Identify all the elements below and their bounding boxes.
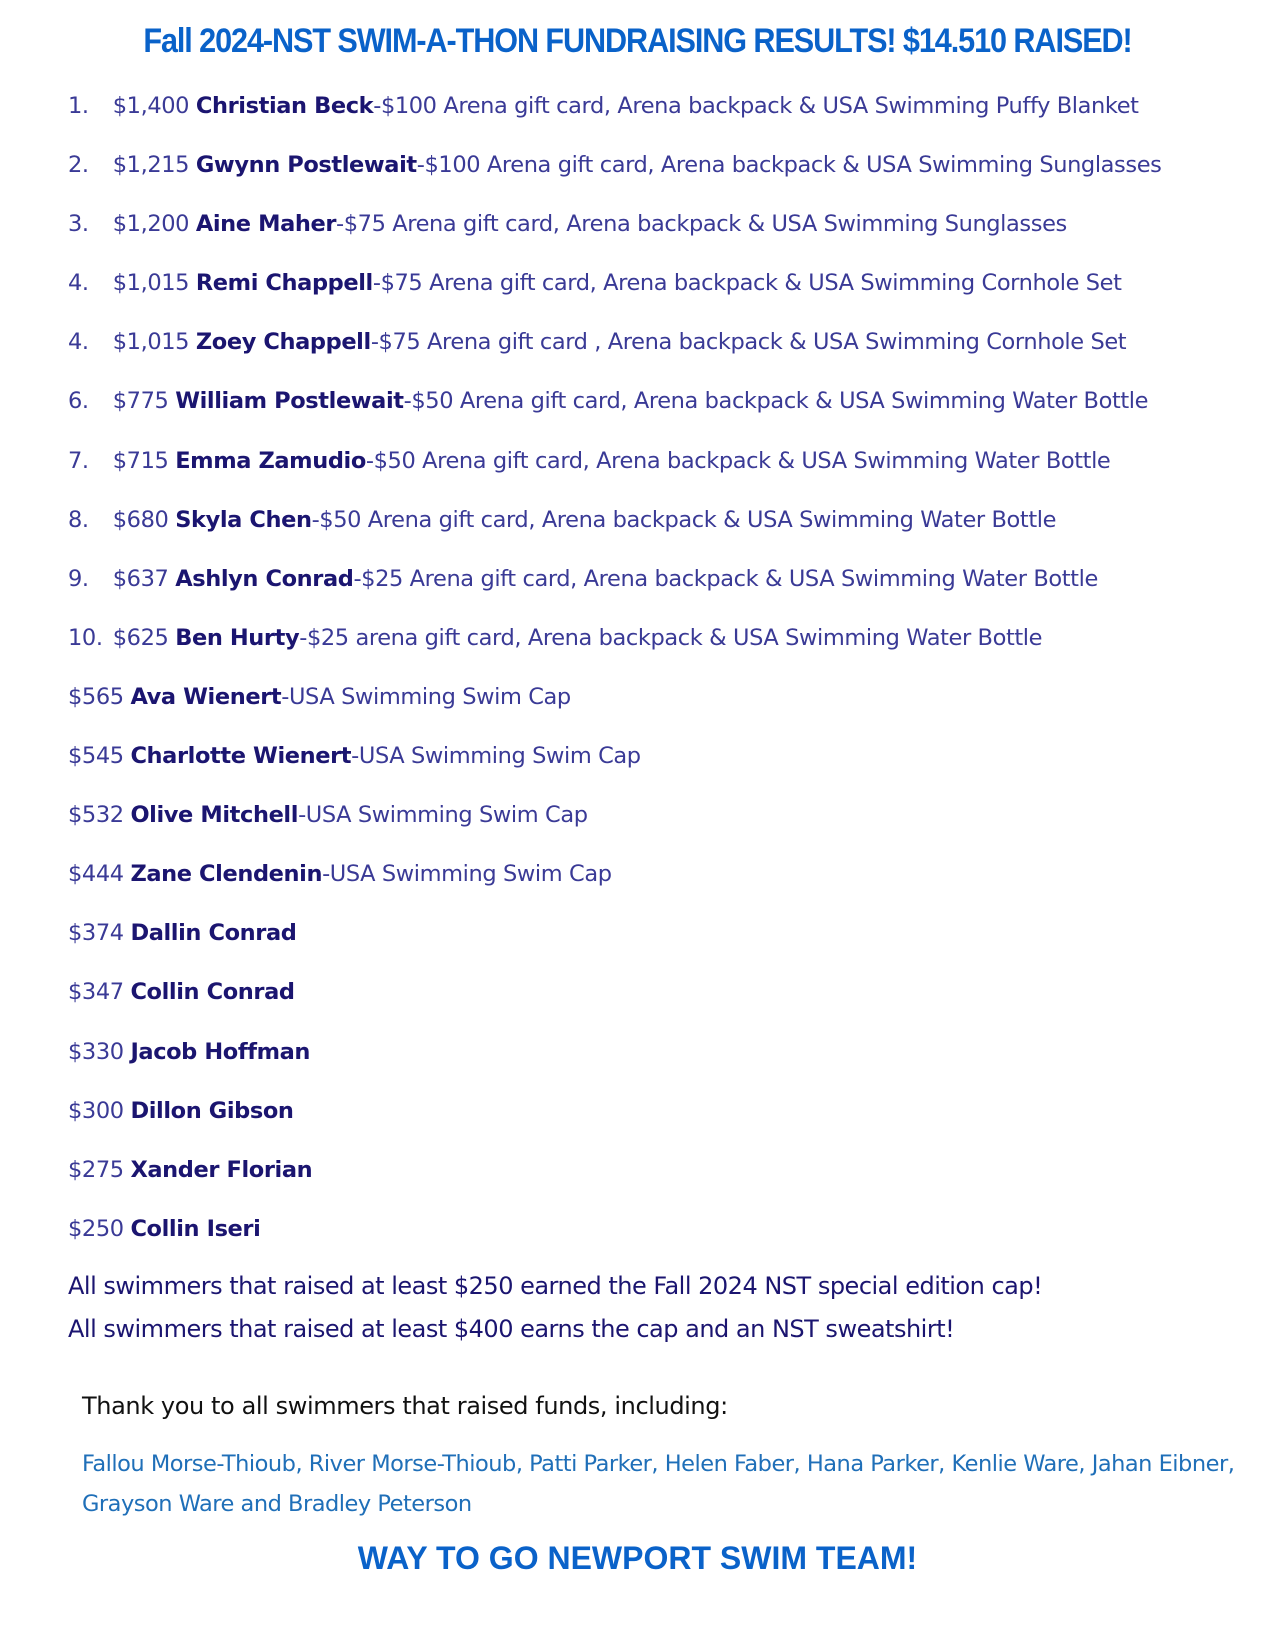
result-row	[68, 1150, 1258, 1209]
rank: 2.	[68, 152, 89, 179]
team-cheer: WAY TO GO NEWPORT SWIM TEAM!	[357, 1540, 918, 1576]
result-row	[68, 1209, 1258, 1268]
amount: $330	[68, 1038, 124, 1065]
amount: $545	[68, 743, 124, 770]
thanks-heading: Thank you to all swimmers that raised funds, including:	[82, 1392, 728, 1420]
prize: -USA Swimming Swim Cap	[351, 743, 641, 770]
swimmer-name: Zane Clendenin	[130, 861, 323, 888]
result-row	[68, 1091, 1258, 1150]
result-row-5	[68, 322, 1258, 381]
result-row-6	[68, 381, 1258, 440]
swimmer-name: Aine Maher	[195, 211, 337, 238]
swimmer-name: Dillon Gibson	[130, 1097, 294, 1124]
amount: $250	[68, 1215, 124, 1242]
prize: -$75 Arena gift card , Arena backpack & USA Swimming Cornhole Set	[370, 329, 1127, 356]
amount: $625	[112, 624, 169, 651]
result-row	[68, 913, 1258, 972]
prize: -$50 Arena gift card, Arena backpack & USA Swimming Water Bottle	[403, 388, 1149, 415]
amount: $680	[112, 506, 169, 533]
amount: $1,015	[112, 329, 190, 356]
result-row-4	[68, 263, 1258, 322]
amount: $444	[68, 861, 124, 888]
result-row-2	[68, 145, 1258, 204]
amount: $1,200	[112, 211, 190, 238]
prize: -USA Swimming Swim Cap	[281, 683, 571, 710]
swimmer-name: Collin Conrad	[130, 979, 295, 1006]
result-row	[68, 1032, 1258, 1091]
result-row	[68, 972, 1258, 1031]
swimmer-name: Charlotte Wienert	[130, 743, 352, 770]
cap-award-note: All swimmers that raised at least $250 earned the Fall 2024 NST special edition cap!	[68, 1272, 1043, 1300]
swimmer-name: Dallin Conrad	[130, 920, 297, 947]
rank: 9.	[68, 565, 89, 592]
result-row-9	[68, 559, 1258, 618]
amount: $565	[68, 683, 124, 710]
amount: $1,015	[112, 270, 190, 297]
rank: 10.	[68, 624, 103, 651]
swimmer-name: Ava Wienert	[130, 683, 282, 710]
prize: -$50 Arena gift card, Arena backpack & USA Swimming Water Bottle	[365, 447, 1111, 474]
swimmer-name: Ben Hurty	[175, 624, 300, 651]
swimmer-name: Remi Chappell	[195, 270, 373, 297]
prize: -$100 Arena gift card, Arena backpack & USA Swimming Sunglasses	[416, 152, 1162, 179]
rank: 3.	[68, 211, 89, 238]
swimmer-name: Jacob Hoffman	[130, 1038, 311, 1065]
page-title: Fall 2024-NST SWIM-A-THON FUNDRAISING RESULTS! $14.510 RAISED!	[143, 22, 1132, 60]
swimmer-name: Zoey Chappell	[195, 329, 371, 356]
sweatshirt-award-note: All swimmers that raised at least $400 earns the cap and an NST sweatshirt!	[68, 1315, 955, 1343]
prize: -USA Swimming Swim Cap	[322, 861, 612, 888]
result-row	[68, 854, 1258, 913]
amount: $300	[68, 1097, 124, 1124]
thanks-names: Fallou Morse-Thioub, River Morse-Thioub, Patti Parker, Helen Faber, Hana Parker, Kenlie Ware, Jahan Eibner, Grayson Ware and Bradley Peterson	[82, 1451, 1235, 1517]
amount: $775	[112, 388, 169, 415]
swimmer-name: Collin Iseri	[130, 1215, 261, 1242]
result-row	[68, 795, 1258, 854]
amount: $715	[112, 447, 169, 474]
result-row-10	[68, 618, 1258, 677]
amount: $532	[68, 802, 124, 829]
amount: $637	[112, 565, 169, 592]
rank: 7.	[68, 447, 89, 474]
swimmer-name: Emma Zamudio	[175, 447, 366, 474]
prize: -$25 arena gift card, Arena backpack & USA Swimming Water Bottle	[299, 624, 1043, 651]
prize: -$75 Arena gift card, Arena backpack & USA Swimming Cornhole Set	[372, 270, 1122, 297]
result-row	[68, 677, 1258, 736]
rank: 6.	[68, 388, 89, 415]
prize: -$100 Arena gift card, Arena backpack & USA Swimming Puffy Blanket	[373, 93, 1139, 119]
prize: -$75 Arena gift card, Arena backpack & USA Swimming Sunglasses	[336, 211, 1067, 238]
prize: -$50 Arena gift card, Arena backpack & USA Swimming Water Bottle	[311, 506, 1057, 533]
amount: $1,215	[112, 152, 190, 179]
award-notes	[68, 1265, 1258, 1351]
swimmer-name: Skyla Chen	[175, 506, 312, 533]
amount: $1,400	[112, 93, 190, 119]
result-row-8	[68, 500, 1258, 559]
rank: 4.	[68, 329, 89, 356]
result-row-3	[68, 204, 1258, 263]
rank: 8.	[68, 506, 89, 533]
swimmer-name: Xander Florian	[130, 1156, 313, 1183]
amount: $275	[68, 1156, 124, 1183]
prize: -$25 Arena gift card, Arena backpack & USA Swimming Water Bottle	[353, 565, 1098, 592]
swimmer-name: Olive Mitchell	[130, 802, 299, 829]
rank: 1.	[68, 93, 89, 119]
results-list	[68, 86, 1258, 1268]
result-row-7	[68, 441, 1258, 500]
rank: 4.	[68, 270, 89, 297]
amount: $374	[68, 920, 124, 947]
swimmer-name: Gwynn Postlewait	[195, 152, 417, 179]
swimmer-name: William Postlewait	[175, 388, 404, 415]
swimmer-name: Christian Beck	[195, 93, 374, 119]
prize: -USA Swimming Swim Cap	[298, 802, 588, 829]
amount: $347	[68, 979, 124, 1006]
result-row-1	[68, 86, 1258, 145]
result-row	[68, 736, 1258, 795]
swimmer-name: Ashlyn Conrad	[175, 565, 354, 592]
